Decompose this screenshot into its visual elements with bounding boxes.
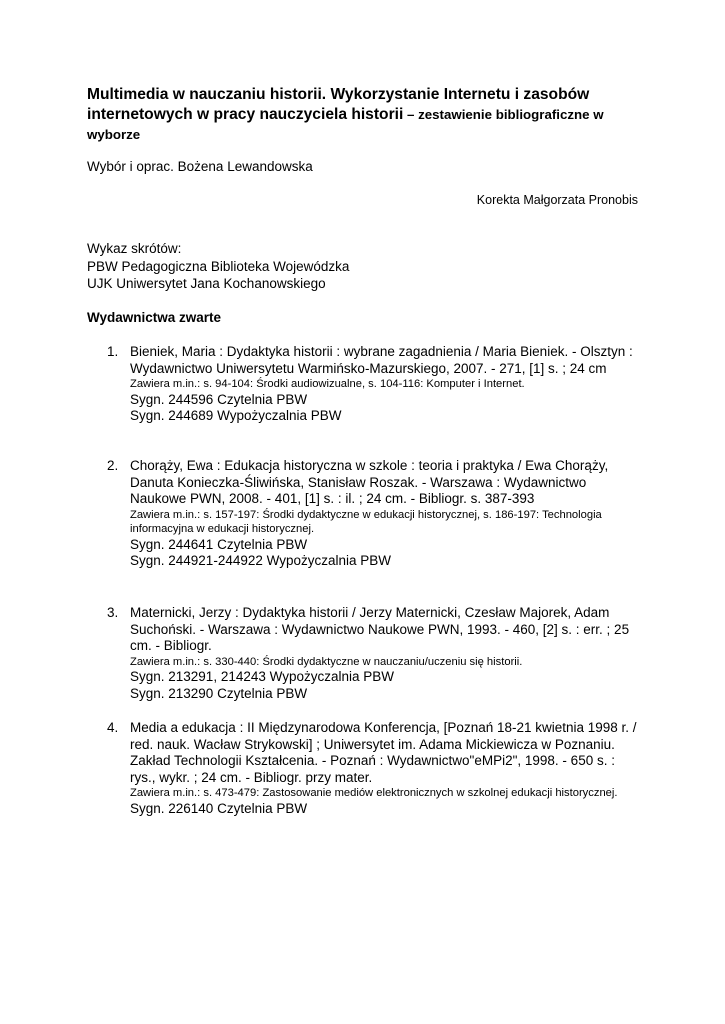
entry-call-number: Sygn. 244596 Czytelnia PBW [130,391,308,407]
section-heading: Wydawnictwa zwarte [87,310,222,325]
entry-call-number: Sygn. 244921-244922 Wypożyczalnia PBW [130,553,392,568]
entry-number: 1. [107,344,119,359]
entry-call-number: Sygn. 244641 Czytelnia PBW [130,536,308,552]
title-subtitle: – zestawienie bibliograficzne w wyborze [87,107,604,142]
bibliography-entry [107,344,642,425]
entry-description: Maternicki, Jerzy : Dydaktyka historii / Jerzy Maternicki, Czesław Majorek, Adam Suchoński. - Warszawa : Wydawnictwo Naukowe PWN, 1993. - 460, [2] s. : err. ; 25 cm. - Bibliogr. [130,605,630,653]
entry-description: Bieniek, Maria : Dydaktyka historii : wybrane zagadnienia / Maria Bieniek. - Olsztyn : Wydawnictwo Uniwersytetu Warmińsko-Mazurskiego, 2007. - 271, [1] s. ; 24 cm [130,344,633,376]
entry-number: 4. [107,720,119,735]
entry-call-number: Sygn. 213291, 214243 Wypożyczalnia PBW [130,669,395,684]
compiler-line: Wybór i oprac. Bożena Lewandowska [87,159,313,174]
entry-call-number: Sygn. 213290 Czytelnia PBW [130,685,308,701]
bibliography-entry [107,458,642,570]
entry-contents: Zawiera m.in.: s. 330-440: Środki dydaktyczne w nauczaniu/uczeniu się historii. [130,655,523,668]
entry-contents: Zawiera m.in.: s. 473-479: Zastosowanie mediów elektronicznych w szkolnej edukacji historycznej. [130,787,618,799]
title-main: Multimedia w nauczaniu historii. Wykorzystanie Internetu i zasobów internetowych w pracy nauczyciela historii [87,86,590,123]
entry-contents: Zawiera m.in.: s. 157-197: Środki dydaktyczne w edukacji historycznej, s. 186-197: Technologia informacyjna w edukacji historycznej. [130,508,602,535]
entry-number: 2. [107,458,119,473]
document-title [87,85,647,145]
entry-number: 3. [107,605,119,620]
entry-description: Chorąży, Ewa : Edukacja historyczna w szkole : teoria i praktyka / Ewa Chorąży, Danuta Konieczka-Śliwińska, Stanisław Roszak. - Warszawa : Wydawnictwo Naukowe PWN, 2008. - 401, [1] s. : il. ; 24 cm. - Bibliogr. s. 387-393 [130,458,609,506]
abbreviation-item: UJK Uniwersytet Jana Kochanowskiego [87,276,326,291]
entry-description: Media a edukacja : II Międzynarodowa Konferencja, [Poznań 18-21 kwietnia 1998 r. / red. nauk. Wacław Strykowski] ; Uniwersytet im. Adama Mickiewicza w Poznaniu. Zakład Technologii Kształcenia. - Poznań : Wydawnictwo"eMPi2", 1998. - 650 s. : rys., wykr. ; 24 cm. - Bibliogr. przy mater. [130,720,637,785]
entry-call-number: Sygn. 244689 Wypożyczalnia PBW [130,408,342,423]
abbreviations-block [87,240,349,293]
bibliography-entry [107,605,642,702]
entry-call-number: Sygn. 226140 Czytelnia PBW [130,800,308,816]
abbreviations-heading: Wykaz skrótów: [87,241,182,256]
bibliography-entry [107,720,642,817]
abbreviation-item: PBW Pedagogiczna Biblioteka Wojewódzka [87,258,350,274]
corrector-line: Korekta Małgorzata Pronobis [476,193,638,207]
entry-contents: Zawiera m.in.: s. 94-104: Środki audiowizualne, s. 104-116: Komputer i Internet. [130,378,525,390]
